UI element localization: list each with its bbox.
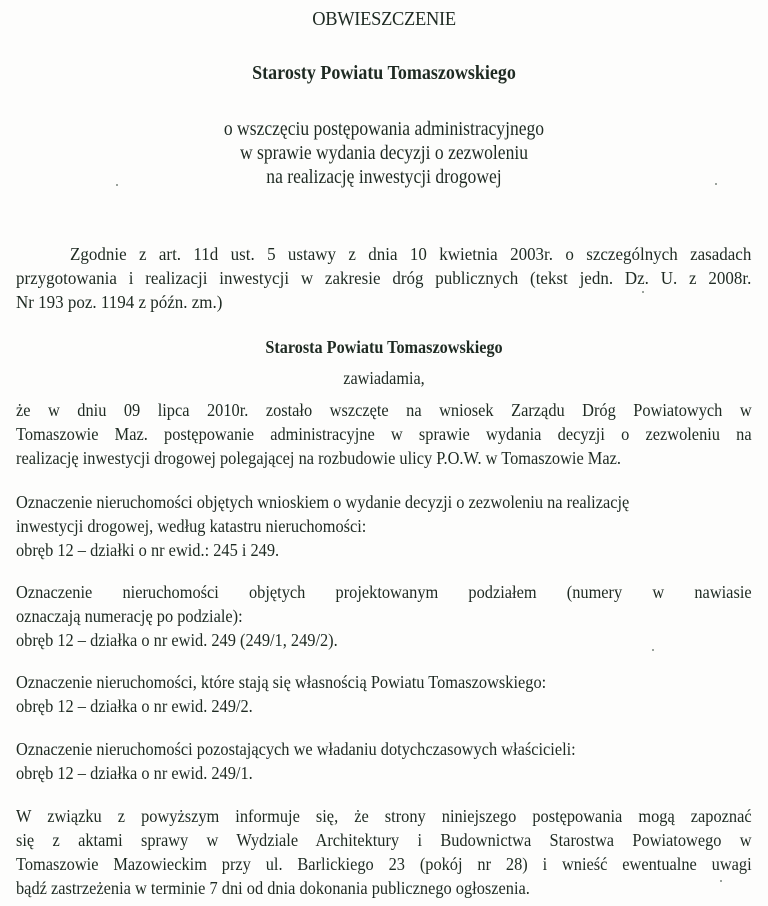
document-issuer: Starosty Powiatu Tomaszowskiego xyxy=(252,62,516,84)
paragraph-line: Tomaszowie Maz. postępowanie administracyjne w sprawie wydania decyzji o zezwoleniu na xyxy=(16,424,752,444)
subject-line: na realizację inwestycji drogowej xyxy=(266,167,502,188)
paragraph-line: Oznaczenie nieruchomości, które stają się własnością Powiatu Tomaszowskiego: xyxy=(16,672,547,692)
paragraph-line: przygotowania i realizacji inwestycji w zakresie dróg publicznych (tekst jedn. Dz. U. z 2008r. xyxy=(16,268,752,288)
paragraph-line: Nr 193 poz. 1194 z późn. zm.) xyxy=(16,292,223,312)
section-properties-owners xyxy=(16,737,752,785)
scan-speck xyxy=(652,649,654,651)
paragraph-line: się z aktami sprawy w Wydziale Architektury i Budownictwa Starostwa Powiatowego w xyxy=(16,830,752,850)
paragraph-line: Tomaszowie Mazowieckim przy ul. Barlickiego 23 (pokój nr 28) i wnieść ewentualne uwagi xyxy=(16,854,752,874)
authority-heading: Starosta Powiatu Tomaszowskiego xyxy=(265,337,503,357)
document-title: OBWIESZCZENIE xyxy=(312,8,456,30)
paragraph-line: Oznaczenie nieruchomości objętych projektowanym podziałem (numery w nawiasie xyxy=(16,582,752,602)
paragraph-line: bądź zastrzeżenia w terminie 7 dni od dnia dokonania publicznego ogłoszenia. xyxy=(16,878,530,898)
closing-paragraph xyxy=(16,804,752,900)
scan-speck xyxy=(642,291,644,293)
subject-line: w sprawie wydania decyzji o zezwoleniu xyxy=(240,143,529,164)
scan-speck xyxy=(116,184,118,186)
paragraph-line: oznaczają numerację po podziale): xyxy=(16,606,243,626)
subject-line: o wszczęciu postępowania administracyjnego xyxy=(223,119,545,140)
parcel-line: obręb 12 – działka o nr ewid. 249/2. xyxy=(16,696,253,716)
parcel-line: obręb 12 – działka o nr ewid. 249 (249/1, 249/2). xyxy=(16,630,338,650)
paragraph-line: Oznaczenie nieruchomości pozostających we władaniu dotychczasowych właścicieli: xyxy=(16,739,576,759)
parcel-line: obręb 12 – działka o nr ewid. 249/1. xyxy=(16,763,253,783)
parcel-line: obręb 12 – działki o nr ewid.: 245 i 249. xyxy=(16,540,280,560)
paragraph-line: inwestycji drogowej, według katastru nieruchomości: xyxy=(16,516,367,536)
notifies-label: zawiadamia, xyxy=(343,368,425,388)
notice-paragraph xyxy=(16,398,752,470)
scan-speck xyxy=(715,183,717,185)
paragraph-line: że w dniu 09 lipca 2010r. zostało wszczęte na wniosek Zarządu Dróg Powiatowych w xyxy=(16,400,752,420)
document-subject xyxy=(38,118,729,190)
section-properties-application xyxy=(16,490,752,562)
section-properties-division xyxy=(16,580,752,652)
section-properties-county xyxy=(16,670,752,718)
paragraph-line: Oznaczenie nieruchomości objętych wnioskiem o wydanie decyzji o zezwoleniu na realizację xyxy=(16,492,630,512)
scan-speck xyxy=(720,880,722,882)
paragraph-line: W związku z powyższym informuje się, że strony niniejszego postępowania mogą zapoznać xyxy=(16,806,752,826)
paragraph-line: Zgodnie z art. 11d ust. 5 ustawy z dnia 10 kwietnia 2003r. o szczególnych zasadach xyxy=(70,244,752,264)
legal-basis-paragraph xyxy=(16,242,752,314)
paragraph-line: realizację inwestycji drogowej polegającej na rozbudowie ulicy P.O.W. w Tomaszowie Maz. xyxy=(16,448,621,468)
